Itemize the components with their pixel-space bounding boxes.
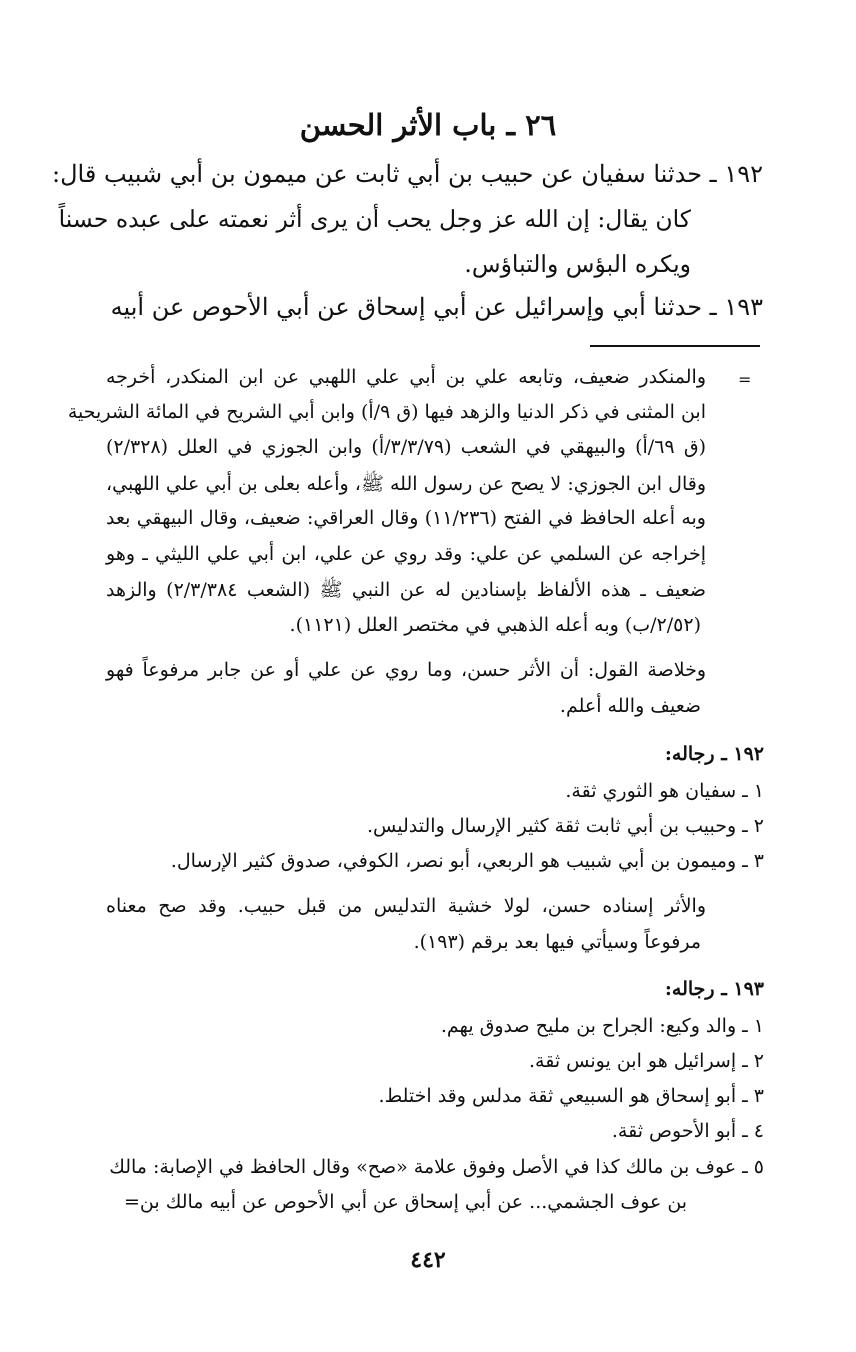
footnote-line: وبه أعله الحافظ في الفتح (١١/٢٣٦) وقال العراقي: ضعيف، وقال البيهقي بعد — [106, 507, 706, 529]
rijal-193-item-continuation: بن عوف الجشمي... عن أبي إسحاق عن أبي الأحوص عن أبيه مالك بن= — [124, 1191, 688, 1213]
footnote-line: إخراجه عن السلمي عن علي: وقد روي عن علي، ابن أبي علي الليثي ـ وهو — [106, 543, 706, 565]
hadith-192-line-3: ويكره البؤس والتباؤس. — [464, 250, 691, 278]
footnote-line: والمنكدر ضعيف، وتابعه علي بن أبي علي اللهبي عن ابن المنكدر، أخرجه — [106, 366, 706, 388]
rijal-193-item: ٣ ـ أبو إسحاق هو السبيعي ثقة مدلس وقد اختلط. — [378, 1085, 764, 1107]
footnote-continuation-marker: = — [738, 370, 752, 389]
footnote-line: (ق ٦٩/أ) والبيهقي في الشعب (٣/٣/٧٩/أ) وابن الجوزي في العلل (٢/٣٢٨) — [106, 436, 707, 458]
footnote-line: ضعيف ـ هذه الألفاظ بإسنادين له عن النبي ﷺ (الشعب ٢/٣/٣٨٤) والزهد — [106, 579, 706, 601]
rijal-192-note-line: والأثر إسناده حسن، لولا خشية التدليس من قبل حبيب. وقد صح معناه — [106, 895, 706, 917]
footnote-line: ابن المثنى في ذكر الدنيا والزهد فيها (ق ٩/أ) وابن أبي الشريح في المائة الشريحية — [67, 401, 706, 423]
hadith-192-line-2: كان يقال: إن الله عز وجل يحب أن يرى أثر نعمته على عبده حسناً — [58, 205, 691, 233]
footnote-line: (٢/٥٢/ب) وبه أعله الذهبي في مختصر العلل (١١٢١). — [289, 614, 701, 636]
footnote-separator — [590, 345, 760, 347]
rijal-193-item: ٥ ـ عوف بن مالك كذا في الأصل وفوق علامة «صح» وقال الحافظ في الإصابة: مالك — [109, 1156, 764, 1178]
hadith-193-line-1: ١٩٣ ـ حدثنا أبي وإسرائيل عن أبي إسحاق عن أبي الأحوص عن أبيه — [110, 293, 763, 321]
rijal-192-heading: ١٩٢ ـ رجاله: — [664, 743, 764, 765]
footnote-summary-line: ضعيف والله أعلم. — [559, 695, 701, 717]
footnote-summary-line: وخلاصة القول: أن الأثر حسن، وما روي عن علي أو عن جابر مرفوعاً فهو — [106, 659, 706, 681]
rijal-192-item: ١ ـ سفيان هو الثوري ثقة. — [565, 780, 764, 802]
rijal-192-item: ٣ ـ وميمون بن أبي شبيب هو الربعي، أبو نصر، الكوفي، صدوق كثير الإرسال. — [170, 850, 764, 872]
rijal-192-item: ٢ ـ وحبيب بن أبي ثابت ثقة كثير الإرسال والتدليس. — [367, 815, 764, 837]
rijal-192-note-line: مرفوعاً وسيأتي فيها بعد برقم (١٩٣). — [413, 931, 701, 953]
rijal-193-heading: ١٩٣ ـ رجاله: — [664, 978, 764, 1000]
rijal-193-item: ١ ـ والد وكيع: الجراح بن مليح صدوق يهم. — [440, 1015, 764, 1037]
hadith-192-line-1: ١٩٢ ـ حدثنا سفيان عن حبيب بن أبي ثابت عن ميمون بن أبي شبيب قال: — [52, 160, 763, 188]
rijal-193-item: ٢ ـ إسرائيل هو ابن يونس ثقة. — [529, 1050, 764, 1072]
chapter-title: ٢٦ ـ باب الأثر الحسن — [299, 108, 557, 142]
footnote-line: وقال ابن الجوزي: لا يصح عن رسول الله ﷺ، وأعله بعلى بن أبي علي اللهبي، — [106, 473, 706, 495]
page-number: ٤٤٢ — [410, 1247, 446, 1273]
rijal-193-item: ٤ ـ أبو الأحوص ثقة. — [611, 1120, 764, 1142]
